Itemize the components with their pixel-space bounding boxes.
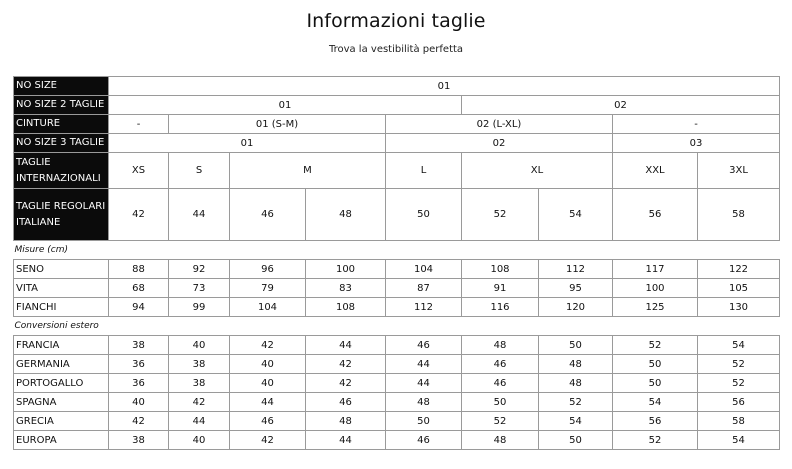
table-cell: 52 bbox=[698, 355, 780, 374]
table-cell: 36 bbox=[109, 374, 169, 393]
measures-body bbox=[14, 260, 780, 317]
row-label: NO SIZE 3 TAGLIE bbox=[14, 134, 109, 153]
size-table bbox=[13, 76, 780, 450]
table-cell: 38 bbox=[169, 355, 230, 374]
table-cell: 44 bbox=[230, 393, 306, 412]
row-international-sizes bbox=[14, 153, 780, 189]
table-cell: 50 bbox=[539, 431, 613, 450]
table-cell: 88 bbox=[109, 260, 169, 279]
table-row bbox=[14, 298, 780, 317]
table-cell: 54 bbox=[698, 431, 780, 450]
table-row bbox=[14, 374, 780, 393]
table-cell: 50 bbox=[539, 336, 613, 355]
table-cell: 54 bbox=[539, 412, 613, 431]
table-cell: 44 bbox=[386, 355, 462, 374]
table-cell: 46 bbox=[230, 412, 306, 431]
table-cell: 3XL bbox=[698, 153, 780, 189]
page-title: Informazioni taglie bbox=[306, 10, 486, 32]
section-label: Misure (cm) bbox=[14, 241, 780, 260]
table-cell: 100 bbox=[306, 260, 386, 279]
row-label: CINTURE bbox=[14, 115, 109, 134]
table-cell: 73 bbox=[169, 279, 230, 298]
table-cell: 46 bbox=[462, 374, 539, 393]
row-italian-sizes bbox=[14, 189, 780, 241]
row-label: SENO bbox=[14, 260, 109, 279]
table-cell: 96 bbox=[230, 260, 306, 279]
table-cell: XS bbox=[109, 153, 169, 189]
table-cell: 50 bbox=[613, 355, 698, 374]
table-cell: 117 bbox=[613, 260, 698, 279]
row-label: NO SIZE 2 TAGLIE bbox=[14, 96, 109, 115]
table-cell: 52 bbox=[613, 431, 698, 450]
table-cell: 50 bbox=[462, 393, 539, 412]
table-cell: 52 bbox=[462, 412, 539, 431]
table-cell: 105 bbox=[698, 279, 780, 298]
table-cell: 44 bbox=[169, 189, 230, 241]
row-cinture bbox=[14, 115, 780, 134]
table-cell: - bbox=[109, 115, 169, 134]
table-cell: 54 bbox=[698, 336, 780, 355]
row-no-size-3 bbox=[14, 134, 780, 153]
table-row bbox=[14, 279, 780, 298]
page-subtitle: Trova la vestibilità perfetta bbox=[328, 44, 464, 55]
table-cell: 44 bbox=[306, 336, 386, 355]
table-cell: 104 bbox=[386, 260, 462, 279]
table-cell: 01 (S-M) bbox=[169, 115, 386, 134]
table-cell: 92 bbox=[169, 260, 230, 279]
table-cell: - bbox=[613, 115, 780, 134]
table-cell: 87 bbox=[386, 279, 462, 298]
table-cell: 48 bbox=[462, 431, 539, 450]
table-cell: 01 bbox=[109, 134, 386, 153]
table-cell: 58 bbox=[698, 412, 780, 431]
table-cell: 46 bbox=[230, 189, 306, 241]
table-cell: 50 bbox=[613, 374, 698, 393]
row-label: GERMANIA bbox=[14, 355, 109, 374]
table-cell: 40 bbox=[230, 355, 306, 374]
table-cell: 99 bbox=[169, 298, 230, 317]
table-cell: 122 bbox=[698, 260, 780, 279]
table-cell: 42 bbox=[306, 355, 386, 374]
table-cell: XXL bbox=[613, 153, 698, 189]
table-cell: 54 bbox=[613, 393, 698, 412]
table-cell: 52 bbox=[462, 189, 539, 241]
table-cell: 38 bbox=[169, 374, 230, 393]
table-cell: 130 bbox=[698, 298, 780, 317]
table-cell: 44 bbox=[169, 412, 230, 431]
table-cell: 42 bbox=[306, 374, 386, 393]
table-cell: 48 bbox=[462, 336, 539, 355]
table-cell: 52 bbox=[613, 336, 698, 355]
row-label: TAGLIE INTERNAZIONALI bbox=[14, 153, 109, 189]
table-cell: 40 bbox=[230, 374, 306, 393]
table-cell: 02 (L-XL) bbox=[386, 115, 613, 134]
table-cell: 44 bbox=[306, 431, 386, 450]
table-cell: 125 bbox=[613, 298, 698, 317]
table-cell: 44 bbox=[386, 374, 462, 393]
table-cell: 79 bbox=[230, 279, 306, 298]
table-row bbox=[14, 431, 780, 450]
table-cell: 40 bbox=[109, 393, 169, 412]
table-cell: 42 bbox=[109, 189, 169, 241]
table-cell: 108 bbox=[462, 260, 539, 279]
table-cell: 36 bbox=[109, 355, 169, 374]
table-cell: XL bbox=[462, 153, 613, 189]
row-no-size-2 bbox=[14, 96, 780, 115]
table-cell: 42 bbox=[230, 431, 306, 450]
row-label: EUROPA bbox=[14, 431, 109, 450]
row-label: GRECIA bbox=[14, 412, 109, 431]
table-cell: 42 bbox=[109, 412, 169, 431]
conversions-body bbox=[14, 336, 780, 450]
table-row bbox=[14, 355, 780, 374]
row-label: VITA bbox=[14, 279, 109, 298]
table-cell: 46 bbox=[462, 355, 539, 374]
table-cell: 54 bbox=[539, 189, 613, 241]
section-conversions bbox=[14, 317, 780, 336]
row-label: FIANCHI bbox=[14, 298, 109, 317]
table-cell: 56 bbox=[613, 412, 698, 431]
table-cell: 03 bbox=[613, 134, 780, 153]
row-no-size bbox=[14, 77, 780, 96]
table-cell: 95 bbox=[539, 279, 613, 298]
row-label: NO SIZE bbox=[14, 77, 109, 96]
table-cell: 112 bbox=[539, 260, 613, 279]
table-cell: M bbox=[230, 153, 386, 189]
table-cell: 40 bbox=[169, 431, 230, 450]
table-cell: 50 bbox=[386, 412, 462, 431]
table-cell: 46 bbox=[306, 393, 386, 412]
table-cell: 56 bbox=[698, 393, 780, 412]
row-label: TAGLIE REGOLARI ITALIANE bbox=[14, 189, 109, 241]
table-cell: 83 bbox=[306, 279, 386, 298]
table-cell: 56 bbox=[613, 189, 698, 241]
row-label: SPAGNA bbox=[14, 393, 109, 412]
table-cell: 116 bbox=[462, 298, 539, 317]
table-cell: 48 bbox=[306, 412, 386, 431]
table-cell: 02 bbox=[386, 134, 613, 153]
table-cell: 104 bbox=[230, 298, 306, 317]
table-cell: 112 bbox=[386, 298, 462, 317]
table-cell: 38 bbox=[109, 336, 169, 355]
table-cell: 52 bbox=[698, 374, 780, 393]
table-cell: S bbox=[169, 153, 230, 189]
section-measures bbox=[14, 241, 780, 260]
table-cell: 40 bbox=[169, 336, 230, 355]
table-cell: 58 bbox=[698, 189, 780, 241]
row-label: FRANCIA bbox=[14, 336, 109, 355]
table-cell: 46 bbox=[386, 336, 462, 355]
table-cell: 50 bbox=[386, 189, 462, 241]
table-cell: 01 bbox=[109, 96, 462, 115]
table-cell: 48 bbox=[306, 189, 386, 241]
table-cell: 42 bbox=[230, 336, 306, 355]
table-cell: 48 bbox=[539, 374, 613, 393]
table-cell: 94 bbox=[109, 298, 169, 317]
table-row bbox=[14, 260, 780, 279]
row-label: PORTOGALLO bbox=[14, 374, 109, 393]
table-cell: 100 bbox=[613, 279, 698, 298]
section-label: Conversioni estero bbox=[14, 317, 780, 336]
table-cell: 46 bbox=[386, 431, 462, 450]
table-cell: 38 bbox=[109, 431, 169, 450]
table-cell: 48 bbox=[539, 355, 613, 374]
table-cell: 02 bbox=[462, 96, 780, 115]
table-cell: 42 bbox=[169, 393, 230, 412]
table-row bbox=[14, 393, 780, 412]
table-cell: L bbox=[386, 153, 462, 189]
table-cell: 91 bbox=[462, 279, 539, 298]
table-row bbox=[14, 412, 780, 431]
table-cell: 48 bbox=[386, 393, 462, 412]
table-cell: 108 bbox=[306, 298, 386, 317]
table-cell: 01 bbox=[109, 77, 780, 96]
table-cell: 52 bbox=[539, 393, 613, 412]
table-cell: 120 bbox=[539, 298, 613, 317]
table-cell: 68 bbox=[109, 279, 169, 298]
table-row bbox=[14, 336, 780, 355]
